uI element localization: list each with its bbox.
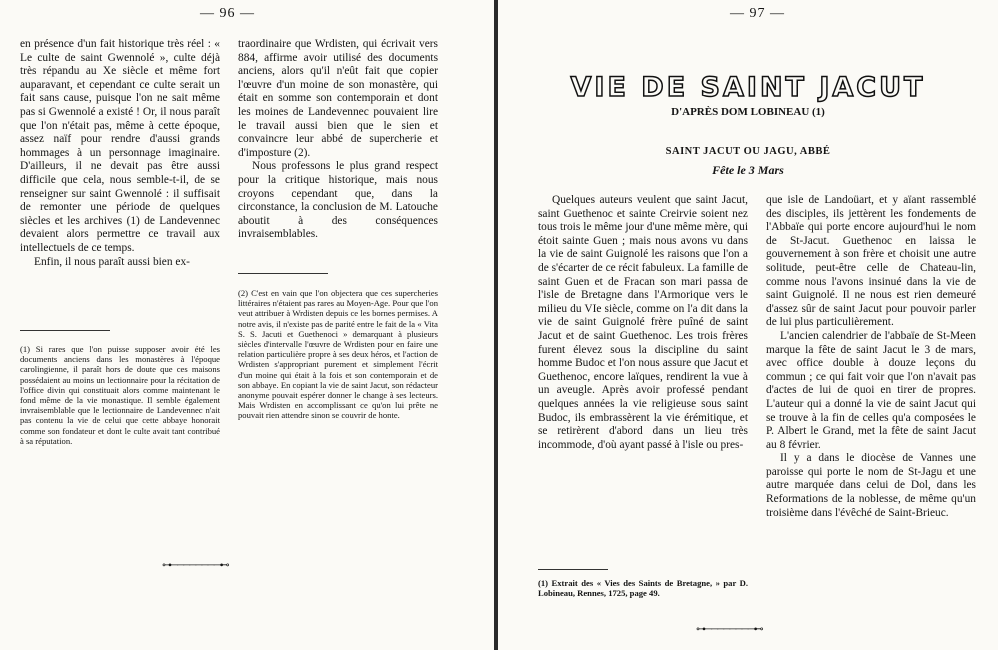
ornament-divider: ⊶────────⊷ bbox=[162, 560, 229, 571]
footnote: (2) C'est en vain que l'on objectera que ces supercheries littéraires n'étaient pas rares au Moyen-Age. Pour que l'on veut attribuer à Wrdisten depuis ce les bornes permises. A notre avis, il n'existe pas de parité entre le fait de la « Vita S. S. Jacuti et Guethenoci » demarquant à plusieurs siècles d'intervalle l'œuvre de Wrdisten pour en faire une relation particulière propre à ses deux héros, et l'action de Wrdisten s'appropriant purement et simplement l'écrit d'un moine qui était à la fois et son contemporain et de son abbaye. En copiant la vie de saint Jacut, son rédacteur anonyme pouvait espérer donner le change à ses lecteurs. Mais Wrdisten en accomplissant ce qu'on lui prête ne pouvait rien attendre sinon se couvrir de honte. bbox=[238, 288, 438, 421]
page-number: — 97 — bbox=[730, 6, 785, 21]
chapter-subtitle: D'APRÈS DOM LOBINEAU (1) bbox=[671, 106, 825, 118]
footnote: (1) Si rares que l'on puisse supposer avoir été les documents anciens dans les monastères à l'époque carolingienne, il paraît hors de doute que ces maisons possédaient au moins un lectionnaire pour la récitation de l'office divin qui constituait alors comme maintenant le fond même de la vie monastique. Il semble également invraisemblable que le lectionnaire de Landevennec n'ait pas contenu la vie de celui que cette abbaye honorait comme son fondateur et dont le culte avait tant contribué à sa réputation. bbox=[20, 344, 220, 446]
right-column-1 bbox=[538, 194, 748, 452]
paragraph: L'ancien calendrier de l'abbaïe de St-Meen marque la fête de saint Jacut le 3 de mars, avec office double à douze leçons du commun ; ce qui fait voir que l'on n'avait pas d'actes de lui de quoi en tirer de propres. L'auteur qui a donné la vie de saint Jacut qui se trouve à la fin de celles qu'a composées le P. Albert le Grand, met la fête de saint Jacut au 8 février. bbox=[766, 329, 976, 451]
section-heading: SAINT JACUT OU JAGU, ABBÉ bbox=[665, 146, 831, 157]
paragraph: que isle de Landoüart, et y aïant rassemblé des disciples, ils jettèrent les fondements de l'Abbaïe qui porte encore aujourd'hui le nom de St-Jacut. Guethenoc en laissa le gouvernement à son frère et choisit une autre solitude, peut-être celle de Chateau-lin, comme nous l'avons insinué dans la vie de saint Guignolé. Il ne nous est rien demeuré d'assez sûr de saint Jacut pour pouvoir parler de lui plus particulièrement. bbox=[766, 194, 976, 329]
paragraph: traordinaire que Wrdisten, qui écrivait vers 884, affirme avoir utilisé des documents anciens, alors qu'il n'eût fait que copier l'œuvre d'un moine de son monastère, qui était en somme son contemporain et dont les moines de Landevennec pouvaient lire le travail aussi bien que le sien et convaincre leur abbé de supercherie et d'imposture (2). bbox=[238, 38, 438, 159]
right-page bbox=[498, 0, 998, 650]
paragraph: en présence d'un fait historique très réel : « Le culte de saint Gwennolé », culte déjà très répandu au Xe siècle et même fort auparavant, et cependant ce culte serait un fait sans cause, puisque l'on ne sait même pas si Gwennolé a existé ! Or, il nous paraît que l'on n'était pas, même à cette époque, assez naïf pour rendre d'aussi grands hommages à un personnage imaginaire. D'ailleurs, il ne devait pas être aussi difficile que cela, nous semble-t-il, de se renseigner sur saint Gwennolé : il suffisait de remonter une période de quelques siècles et les archives (1) de Landevennec devaient alors permettre ce travail aux intellectuels de ce temps. bbox=[20, 38, 220, 254]
page-number: — 96 — bbox=[200, 6, 255, 21]
left-page bbox=[0, 0, 494, 650]
ornament-divider: ⊶────────⊷ bbox=[696, 624, 763, 635]
paragraph: Il y a dans le diocèse de Vannes une paroisse qui porte le nom de St-Jagu et une autre marquée dans celui de Dol, dans les Reformations de la noblesse, de même qu'un troisième dans l'évêché de Saint-Brieuc. bbox=[766, 452, 976, 519]
paragraph: Enfin, il nous paraît aussi bien ex- bbox=[34, 255, 190, 268]
paragraph: Nous professons le plus grand respect pour la critique historique, mais nous croyons cependant que, dans la circonstance, la conclusion de M. Latouche aboutit à des conséquences invraisemblables. bbox=[238, 160, 438, 241]
footnote: (1) Extrait des « Vies des Saints de Bretagne, » par D. Lobineau, Rennes, 1725, page 49. bbox=[538, 578, 748, 599]
left-column-2 bbox=[238, 38, 438, 242]
right-column-2 bbox=[766, 194, 976, 520]
chapter-title: VIE DE SAINT JACUT bbox=[570, 72, 926, 103]
footnote-rule bbox=[238, 273, 328, 274]
left-column-1 bbox=[20, 38, 220, 269]
footnote-rule bbox=[538, 569, 608, 570]
paragraph: Quelques auteurs veulent que saint Jacut, saint Guethenoc et sainte Creirvie soient nez tous trois le même jour d'une même mère, qui étoit sainte Guen ; mais nous avons vu dans la vie de saint Guignolé les raisons que l'on a de s'écarter de ce récit fabuleux. La famille de saint Guen et de Fracan son mari passa de l'isle de Bretagne dans l'Armorique vers le milieu du VIe siècle, comme on l'a dit dans la vie de saint Guignolé frère puîné de saint Jacut et de saint Guethenoc. Les trois frères furent élevez sous la discipline du saint homme Budoc et l'on nous assure que Jacut et Guethenoc, encore laïques, rendirent la vue à un aveugle. Après avoir professé pendant quelques années la vie religieuse sous saint Budoc, ils embrassèrent la vie érémitique, et se retirèrent d'abord dans un lieu très incommode, d'où ayant passé à l'isle ou pres- bbox=[538, 194, 748, 451]
feast-day: Fête le 3 Mars bbox=[712, 163, 784, 177]
footnote-rule bbox=[20, 330, 110, 331]
